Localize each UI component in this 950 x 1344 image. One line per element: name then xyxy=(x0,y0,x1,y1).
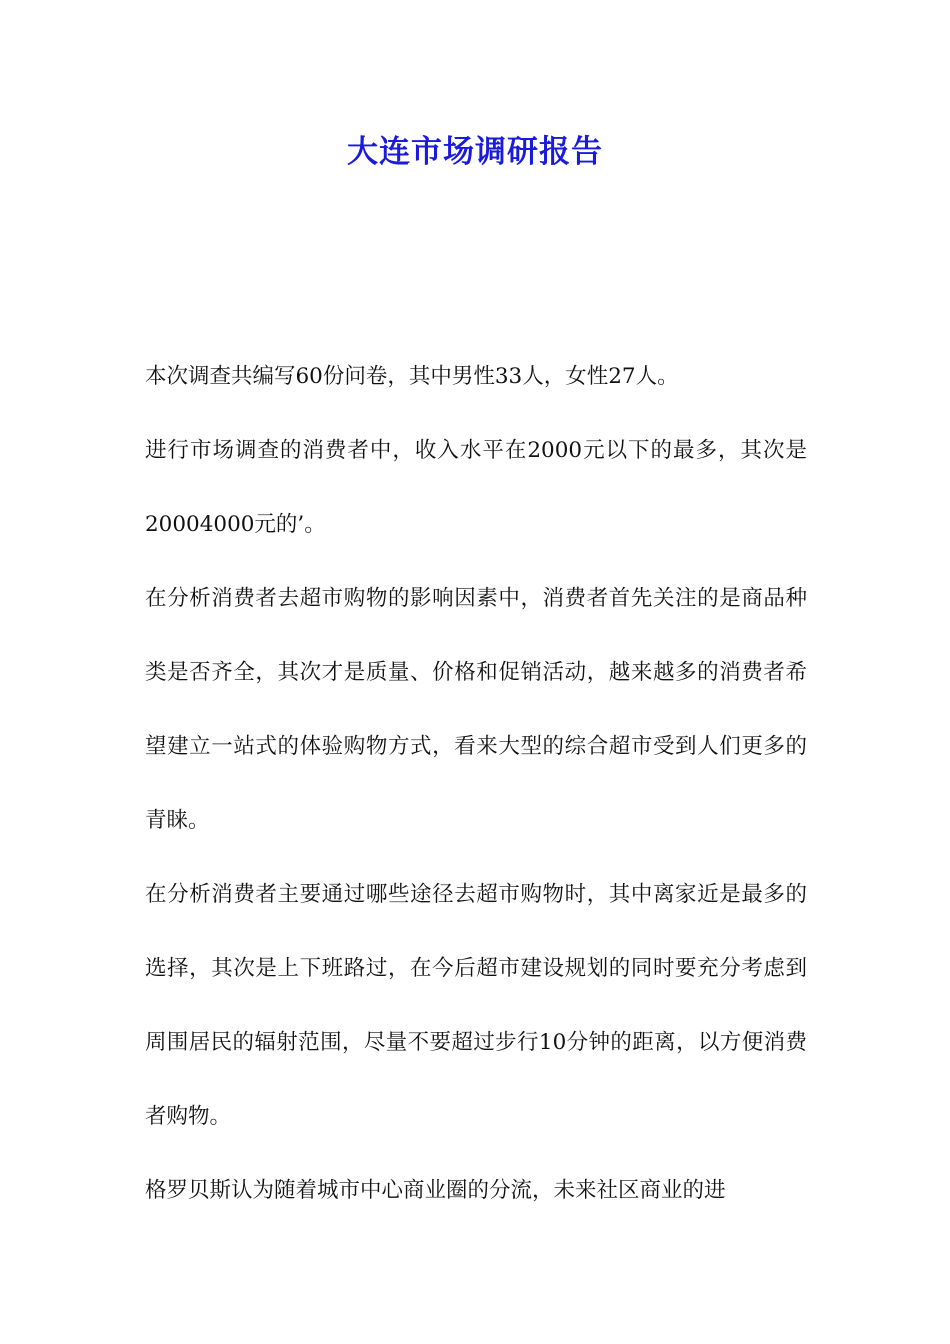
paragraph-income-level: 进行市场调查的消费者中，收入水平在2000元以下的最多，其次是20004000元的’。 xyxy=(145,438,807,537)
document-body xyxy=(145,340,807,1228)
document-title: 大连市场调研报告 xyxy=(347,134,603,170)
paragraph-shopping-routes: 在分析消费者主要通过哪些途径去超市购物时，其中离家近是最多的选择，其次是上下班路过，在今后超市建设规划的同时要充分考虑到周围居民的辐射范围，尽量不要超过步行10分钟的距离，以方便消费者购物。 xyxy=(145,882,807,1129)
paragraph-survey-size: 本次调查共编写60份问卷，其中男性33人，女性27人。 xyxy=(145,364,679,389)
paragraph-community-commerce: 格罗贝斯认为随着城市中心商业圈的分流，未来社区商业的进 xyxy=(145,1178,726,1203)
paragraph-shopping-factors: 在分析消费者去超市购物的影响因素中，消费者首先关注的是商品种类是否齐全，其次才是质量、价格和促销活动，越来越多的消费者希望建立一站式的体验购物方式，看来大型的综合超市受到人们更多的青睐。 xyxy=(145,586,807,833)
